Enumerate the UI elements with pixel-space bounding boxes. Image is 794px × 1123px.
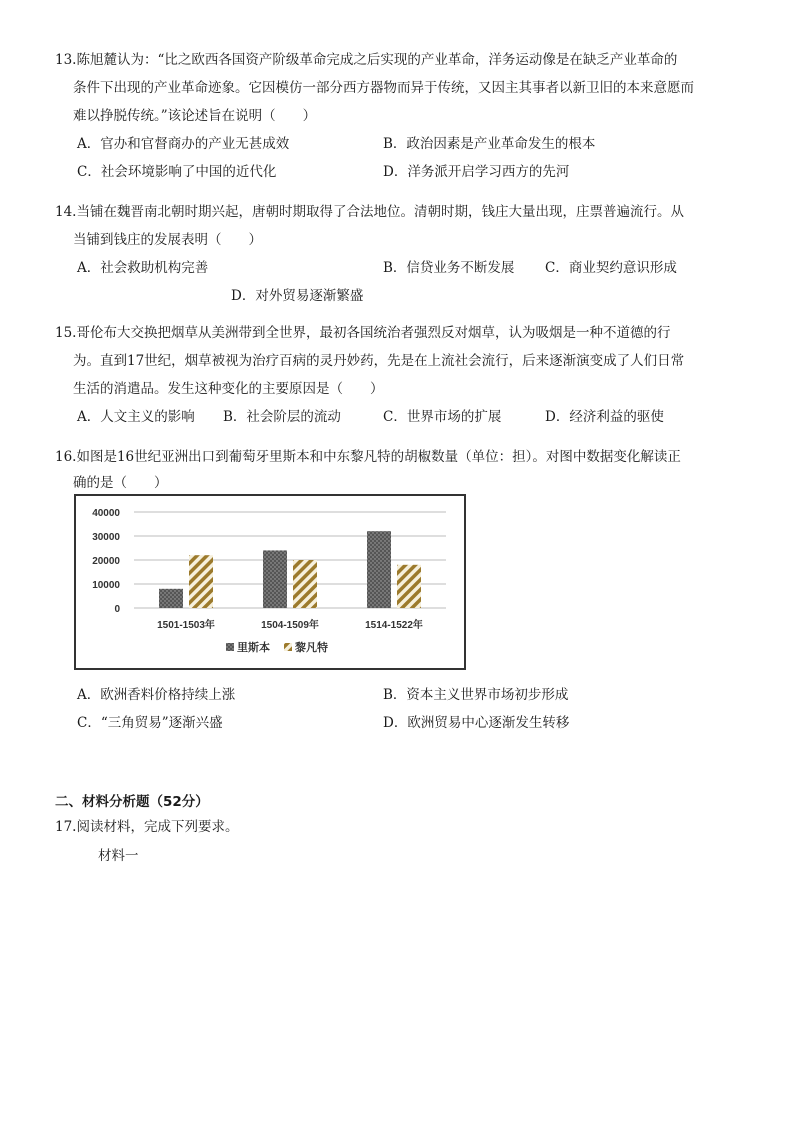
x-tick-label: 1514-1522年 xyxy=(365,620,423,631)
x-tick-label: 1501-1503年 xyxy=(157,620,215,631)
legend-label: 黎凡特 xyxy=(295,641,328,654)
pepper-bar-chart xyxy=(74,494,466,670)
q16-line-2: 确的是（ ） xyxy=(73,475,168,491)
legend-swatch xyxy=(284,643,292,651)
bar xyxy=(293,560,317,608)
q13-option-d[interactable]: D．洋务派开启学习西方的先河 xyxy=(383,164,570,180)
bar xyxy=(159,589,183,608)
y-tick-label: 40000 xyxy=(92,508,120,519)
q14-option-d[interactable]: D．对外贸易逐渐繁盛 xyxy=(231,288,364,304)
legend-swatch xyxy=(226,643,234,651)
q15-line-1: 15.哥伦布大交换把烟草从美洲带到全世界，最初各国统治者强烈反对烟草，认为吸烟是一种不道德的行 xyxy=(55,325,671,341)
chart-canvas xyxy=(76,496,464,668)
bar xyxy=(367,531,391,608)
q16-option-b[interactable]: B．资本主义世界市场初步形成 xyxy=(383,687,569,703)
q15-option-c[interactable]: C．世界市场的扩展 xyxy=(383,409,502,425)
bar xyxy=(397,565,421,608)
q15-option-a[interactable]: A．人文主义的影响 xyxy=(77,409,195,425)
y-tick-label: 10000 xyxy=(92,580,120,591)
q14-line-2: 当铺到钱庄的发展表明（ ） xyxy=(73,232,262,248)
q13-line-3: 难以挣脱传统。”该论述旨在说明（ ） xyxy=(73,108,317,124)
q16-line-1: 16.如图是16世纪亚洲出口到葡萄牙里斯本和中东黎凡特的胡椒数量（单位：担）。对图中数据变化解读正 xyxy=(55,449,681,465)
bar xyxy=(263,550,287,608)
q14-line-1: 14.当铺在魏晋南北朝时期兴起，唐朝时期取得了合法地位。清朝时期，钱庄大量出现，庄票普遍流行。从 xyxy=(55,204,684,220)
q14-option-a[interactable]: A．社会救助机构完善 xyxy=(77,260,209,276)
q13-option-c[interactable]: C．社会环境影响了中国的近代化 xyxy=(77,164,277,180)
q13-line-1: 13.陈旭麓认为：“比之欧西各国资产阶级革命完成之后实现的产业革命，洋务运动像是在缺乏产业革命的 xyxy=(55,52,678,68)
q13-line-2: 条件下出现的产业革命迹象。它因模仿一部分西方器物而异于传统，又因主其事者以新卫旧的本来意愿而 xyxy=(73,80,694,96)
bar xyxy=(189,555,213,608)
q15-line-3: 生活的消遣品。发生这种变化的主要原因是（ ） xyxy=(73,381,384,397)
q17-prompt: 17.阅读材料，完成下列要求。 xyxy=(55,819,239,835)
q15-option-d[interactable]: D．经济利益的驱使 xyxy=(545,409,664,425)
q14-option-b[interactable]: B．信贷业务不断发展 xyxy=(383,260,515,276)
q16-option-a[interactable]: A．欧洲香料价格持续上涨 xyxy=(77,687,236,703)
q14-option-c[interactable]: C．商业契约意识形成 xyxy=(545,260,677,276)
q16-option-d[interactable]: D．欧洲贸易中心逐渐发生转移 xyxy=(383,715,570,731)
q13-option-b[interactable]: B．政治因素是产业革命发生的根本 xyxy=(383,136,596,152)
y-tick-label: 20000 xyxy=(92,556,120,567)
section-title: 二、材料分析题（52分） xyxy=(55,794,209,810)
legend-label: 里斯本 xyxy=(237,641,270,654)
y-tick-label: 30000 xyxy=(92,532,120,543)
q16-option-c[interactable]: C．“三角贸易”逐渐兴盛 xyxy=(77,715,223,731)
q15-line-2: 为。直到17世纪，烟草被视为治疗百病的灵丹妙药，先是在上流社会流行，后来逐渐演变成了人们日常 xyxy=(73,353,685,369)
q15-option-b[interactable]: B．社会阶层的流动 xyxy=(223,409,341,425)
x-tick-label: 1504-1509年 xyxy=(261,620,319,631)
y-tick-label: 0 xyxy=(114,604,120,615)
material-one-label: 材料一 xyxy=(98,848,139,864)
q13-option-a[interactable]: A．官办和官督商办的产业无甚成效 xyxy=(77,136,290,152)
